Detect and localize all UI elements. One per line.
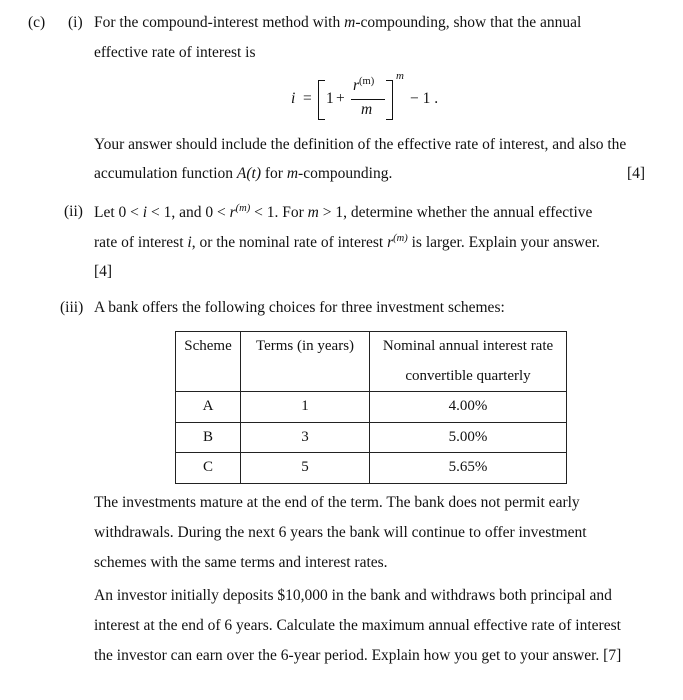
cell-term: 5: [241, 453, 370, 484]
q3-p2-line1: An investor initially deposits $10,000 in the bank and withdraws both principal and: [94, 587, 612, 604]
q2-l1a: Let 0 <: [94, 204, 139, 221]
formula-num-r: r: [353, 77, 360, 94]
formula-one: 1: [326, 90, 334, 107]
subpart-iii-label: (iii): [60, 299, 84, 316]
q3-p1-line3: schemes with the same terms and interest rates.: [94, 554, 388, 571]
q1-line4-c: -compounding.: [298, 165, 393, 182]
q2-l2-rsup: (m): [393, 233, 408, 244]
cell-scheme: B: [176, 422, 241, 453]
q1-line1-end: -compounding, show that the annual: [355, 14, 582, 31]
header-terms: Terms (in years): [241, 332, 370, 362]
cell-term: 1: [241, 392, 370, 423]
q1-accumulation-fn: A(t): [236, 165, 262, 182]
q2-l2-i: i: [187, 234, 192, 251]
cell-scheme: C: [176, 453, 241, 484]
q1-line1: [94, 14, 581, 32]
cell-term: 3: [241, 422, 370, 453]
q2-l2c: is larger. Explain your answer.: [411, 234, 600, 251]
q2-l2a: rate of interest: [94, 234, 184, 251]
q2-l1d: > 1, determine whether the annual effective: [322, 204, 593, 221]
formula-left-bracket: [318, 80, 325, 120]
q3-p2-line2: interest at the end of 6 years. Calculate the maximum annual effective rate of interest: [94, 617, 621, 634]
header-rate: Nominal annual interest rate: [370, 332, 567, 362]
q1-line4-b: for: [264, 165, 283, 182]
formula-numerator: [353, 76, 374, 95]
cell-rate: 5.65%: [370, 453, 567, 484]
header-scheme-cont: [176, 362, 241, 392]
q1-line4: [94, 165, 392, 183]
q2-marks: [4]: [94, 263, 113, 280]
q2-l1-r: r: [229, 204, 236, 221]
header-terms-cont: [241, 362, 370, 392]
formula-fraction-bar: [351, 99, 385, 100]
table-row: [176, 422, 567, 453]
cell-rate: 5.00%: [370, 422, 567, 453]
subpart-i-label: (i): [68, 14, 83, 31]
part-label: (c): [28, 14, 46, 31]
q2-l1c: < 1. For: [254, 204, 304, 221]
formula-denominator: m: [361, 101, 373, 118]
table-header-row-2: [176, 362, 567, 392]
q2-l2b: , or the nominal rate of interest: [191, 234, 384, 251]
table-row: [176, 453, 567, 484]
table-header-row: [176, 332, 567, 362]
formula-minus-one: − 1 .: [410, 90, 439, 107]
q1-line1-text: For the compound-interest method with: [94, 14, 341, 31]
q1-line3: Your answer should include the definition of the effective rate of interest, and also the: [94, 136, 627, 153]
formula-lhs: i: [291, 90, 296, 107]
q2-l1-rsup: (m): [235, 203, 251, 214]
investment-schemes-table: [175, 331, 567, 484]
subpart-ii-label: (ii): [64, 203, 83, 220]
q2-l2-r: r: [387, 234, 394, 251]
cell-scheme: A: [176, 392, 241, 423]
q1-marks: [4]: [627, 165, 646, 182]
formula-num-sup: (m): [359, 76, 375, 87]
q2-l1-i: i: [142, 204, 148, 221]
q2-l1b: < 1, and 0 <: [150, 204, 226, 221]
formula-eq: =: [303, 90, 312, 107]
q2-l1-m: m: [307, 204, 319, 221]
table-row: [176, 392, 567, 423]
q2-line2: [94, 233, 600, 252]
formula-exponent: m: [396, 70, 404, 82]
q3-intro: A bank offers the following choices for three investment schemes:: [94, 299, 505, 316]
q1-line4-a: accumulation function: [94, 165, 234, 182]
q3-p2-line3: the investor can earn over the 6-year period. Explain how you get to your answer. [7]: [94, 647, 622, 664]
q1-line2: effective rate of interest is: [94, 44, 256, 61]
q1-line1-m: m: [344, 14, 356, 31]
header-scheme: Scheme: [176, 332, 241, 362]
q1-line4-m: m: [286, 165, 299, 182]
q3-p1-line2: withdrawals. During the next 6 years the bank will continue to offer investment: [94, 524, 587, 541]
q2-line1: [94, 203, 592, 222]
effective-rate-formula: [285, 70, 465, 130]
formula-right-bracket: [386, 80, 393, 120]
q3-p1-line1: The investments mature at the end of the term. The bank does not permit early: [94, 494, 580, 511]
cell-rate: 4.00%: [370, 392, 567, 423]
formula-plus: +: [336, 90, 345, 107]
header-rate-line2: convertible quarterly: [370, 362, 567, 392]
